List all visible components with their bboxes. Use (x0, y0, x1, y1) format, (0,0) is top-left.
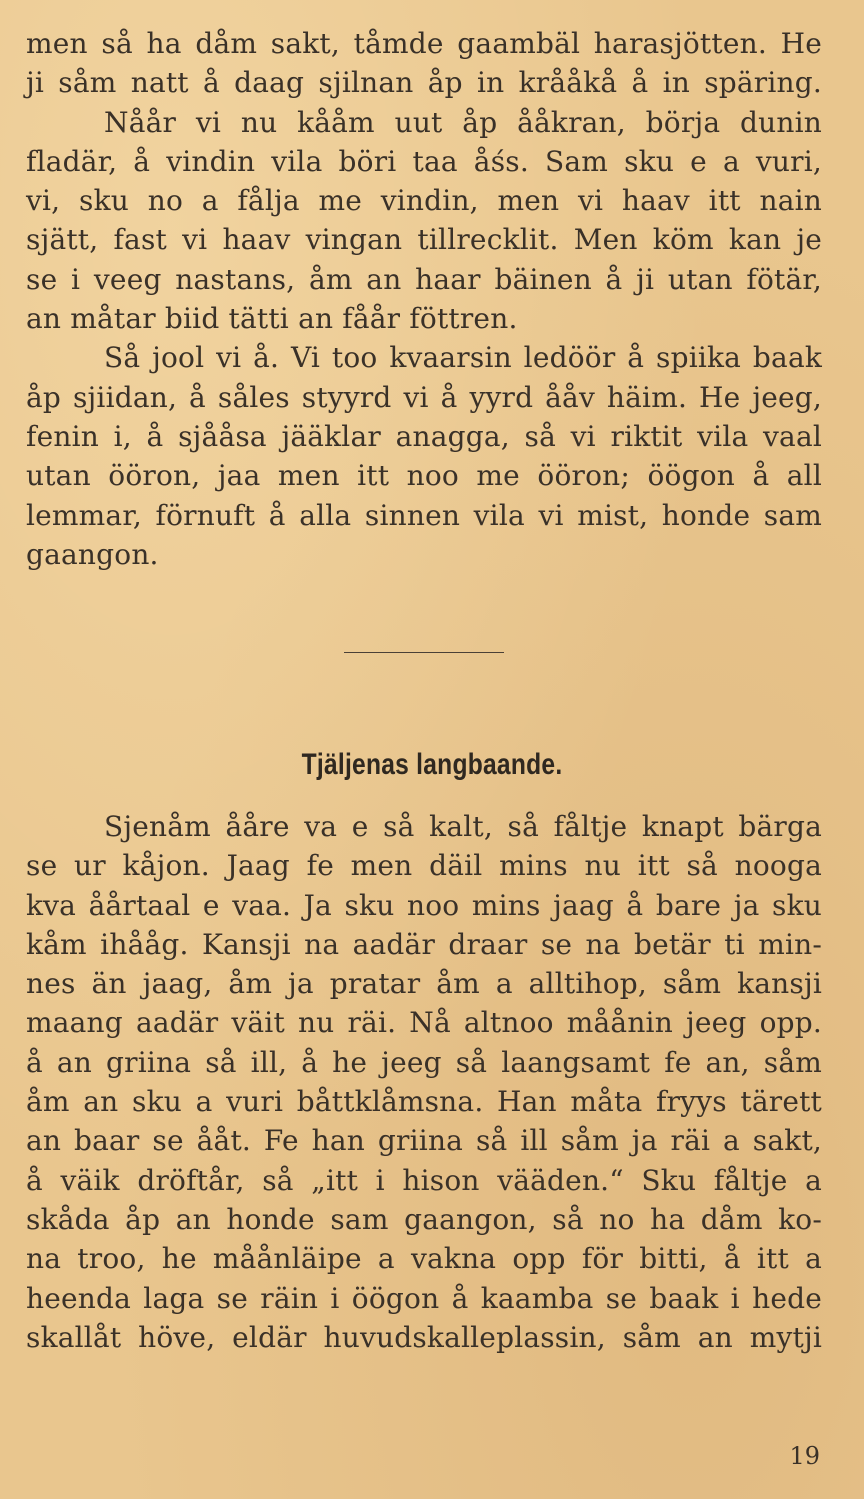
text-line: kva åårtaal e vaa. Ja sku noo mins jaag å bare ja sku (26, 888, 822, 922)
page-number: 19 (789, 1442, 820, 1470)
text-line: skåda åp an honde sam gaangon, så no ha dåm ko- (26, 1202, 822, 1236)
text-line: se ur kåjon. Jaag fe men däil mins nu itt så nooga (26, 849, 822, 883)
text-line: fladär, å vindin vila böri taa åśs. Sam sku e a vuri, (26, 144, 822, 178)
text-column-bottom (26, 807, 822, 1357)
text-line: na troo, he måånläipe a vakna opp för bitti, å itt a (26, 1242, 822, 1276)
text-line: ji såm natt å daag sjilnan åp in krååkå å in späring. (26, 66, 822, 100)
text-line: an baar se ååt. Fe han griina så ill såm ja räi a sakt, (26, 1124, 822, 1158)
text-line: å väik dröftår, så „itt i hison vääden.“ Sku fåltje a (26, 1163, 822, 1197)
text-line: skallåt höve, eldär huvudskalleplassin, såm an mytji (26, 1320, 822, 1354)
text-line: an måtar biid tätti an fåår föttren. (26, 302, 518, 336)
text-line: nes än jaag, åm ja pratar åm a alltihop, såm kansji (26, 967, 822, 1001)
text-line: lemmar, förnuft å alla sinnen vila vi mist, honde sam (26, 498, 822, 532)
text-column-top (26, 24, 822, 574)
text-line: sjätt, fast vi haav vingan tillrecklit. Men köm kan je (26, 223, 822, 257)
text-line: å an griina så ill, å he jeeg så laangsamt fe an, såm (26, 1045, 822, 1079)
text-line: utan ööron, jaa men itt noo me ööron; öögon å all (26, 459, 822, 493)
text-line: åp sjiidan, å såles styyrd vi å yyrd ååv häim. He jeeg, (26, 380, 822, 414)
text-line: vi, sku no a fålja me vindin, men vi haav itt nain (26, 184, 822, 218)
text-line: Så jool vi å. Vi too kvaarsin ledöör å spiika baak (104, 341, 822, 375)
text-line: maang aadär väit nu räi. Nå altnoo måånin jeeg opp. (26, 1006, 822, 1040)
text-line: fenin i, å sjååsa jääklar anagga, så vi riktit vila vaal (26, 419, 822, 453)
text-line: Sjenåm ååre va e så kalt, så fåltje knapt bärga (104, 810, 822, 843)
text-line: men så ha dåm sakt, tåmde gaambäl harasjötten. He (26, 27, 822, 60)
text-line: Nåår vi nu kååm uut åp ååkran, börja dunin (104, 105, 822, 139)
section-divider (344, 652, 504, 653)
text-line: åm an sku a vuri båttklåmsna. Han måta fryys tärett (26, 1085, 822, 1119)
text-line: gaangon. (26, 537, 159, 571)
section-title: Tjäljenas langbaande. (301, 748, 563, 781)
text-line: heenda laga se räin i öögon å kaamba se baak i hede (26, 1281, 822, 1315)
text-line: kåm ihååg. Kansji na aadär draar se na betär ti min- (26, 927, 822, 961)
text-line: se i veeg nastans, åm an haar bäinen å ji utan fötär, (26, 262, 822, 296)
